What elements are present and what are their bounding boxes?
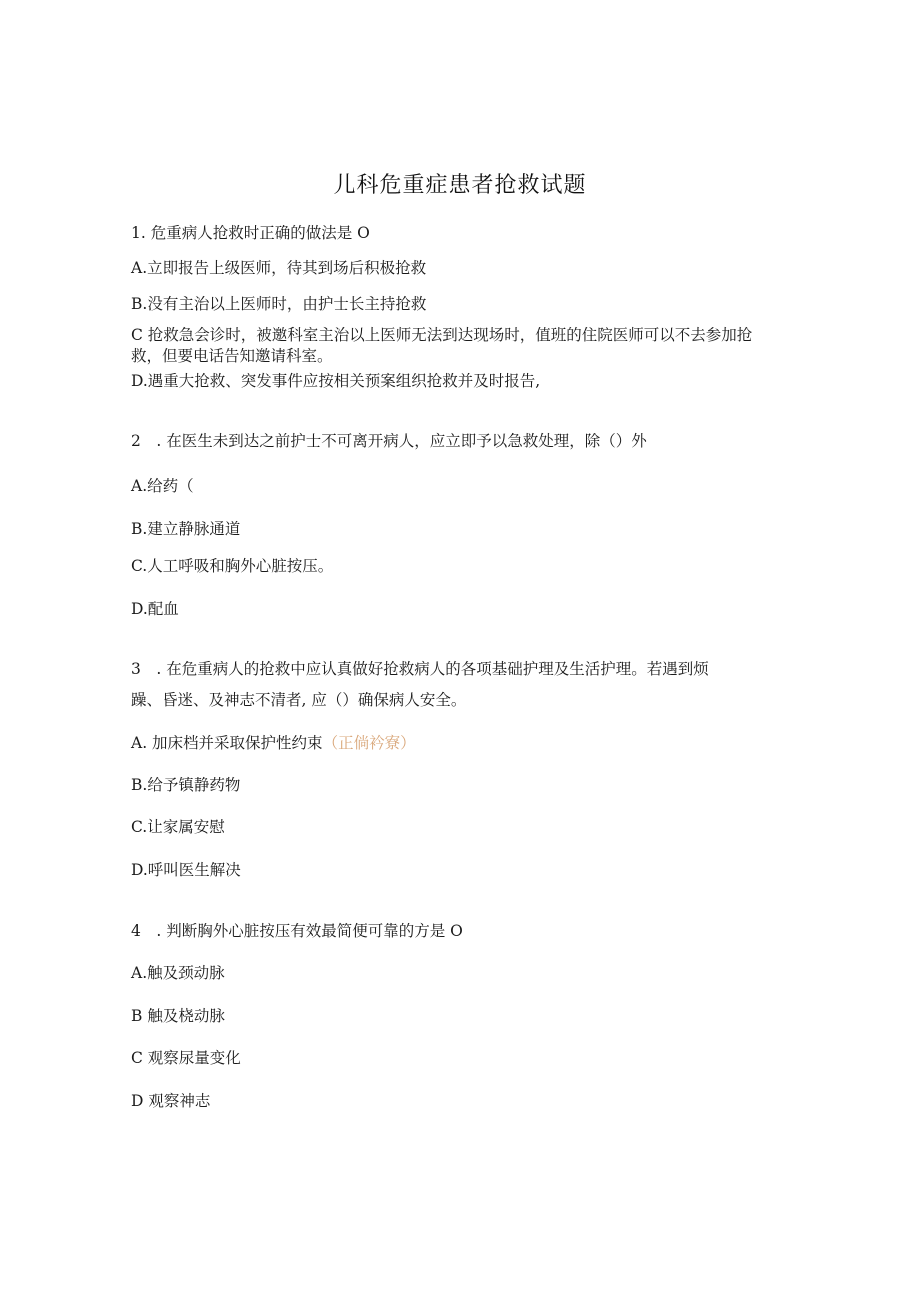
question-3-option-c: C.让家属安慰 bbox=[131, 818, 225, 836]
question-1-stem: 1. 危重病人抢救时正确的做法是 O bbox=[131, 224, 370, 242]
page-title: 儿科危重症患者抢救试题 bbox=[333, 173, 587, 198]
question-2-stem: 2 . 在医生未到达之前护士不可离开病人，应立即予以急救处理，除（）外 bbox=[131, 432, 647, 450]
question-3-option-a-text: A. 加床档并采取保护性约束 bbox=[131, 734, 323, 752]
question-3-stem-line-1: 3 . 在危重病人的抢救中应认真做好抢救病人的各项基础护理及生活护理。若遇到烦 bbox=[131, 660, 709, 678]
question-3-option-a bbox=[131, 733, 791, 754]
question-2-option-b: B.建立静脉通道 bbox=[131, 520, 241, 538]
question-4-option-d: D 观察神志 bbox=[131, 1092, 211, 1110]
question-4-option-b: B 触及桡动脉 bbox=[131, 1007, 225, 1025]
question-1-option-d: D.遇重大抢救、突发事件应按相关预案组织抢救并及时报告, bbox=[131, 372, 541, 390]
question-3-option-a-hint: （正倘衿寮） bbox=[322, 734, 416, 752]
question-3-option-b: B.给予镇静药物 bbox=[131, 776, 241, 794]
question-3-stem-line-2: 躁、昏迷、及神志不清者, 应（）确保病人安全。 bbox=[131, 691, 467, 709]
question-3-option-d: D.呼叫医生解决 bbox=[131, 861, 241, 879]
question-4-option-a: A.触及颈动脉 bbox=[131, 964, 225, 982]
question-2-option-a: A.给药（ bbox=[131, 477, 194, 495]
question-4-stem: 4 . 判断胸外心脏按压有效最简便可靠的方是 O bbox=[131, 922, 463, 940]
question-2-option-d: D.配血 bbox=[131, 600, 179, 618]
question-1-option-c: C 抢救急会诊时，被邀科室主治以上医师无法到达现场时，值班的住院医师可以不去参加抢救，但要电话告知邀请科室。 bbox=[131, 326, 753, 365]
question-2-option-c: C.人工呼吸和胸外心脏按压。 bbox=[131, 557, 334, 575]
question-4-option-c: C 观察尿量变化 bbox=[131, 1049, 241, 1067]
question-1-option-a: A.立即报告上级医师，待其到场后积极抢救 bbox=[131, 259, 427, 277]
question-1-option-b: B.没有主治以上医师时，由护士长主持抢救 bbox=[131, 295, 427, 313]
